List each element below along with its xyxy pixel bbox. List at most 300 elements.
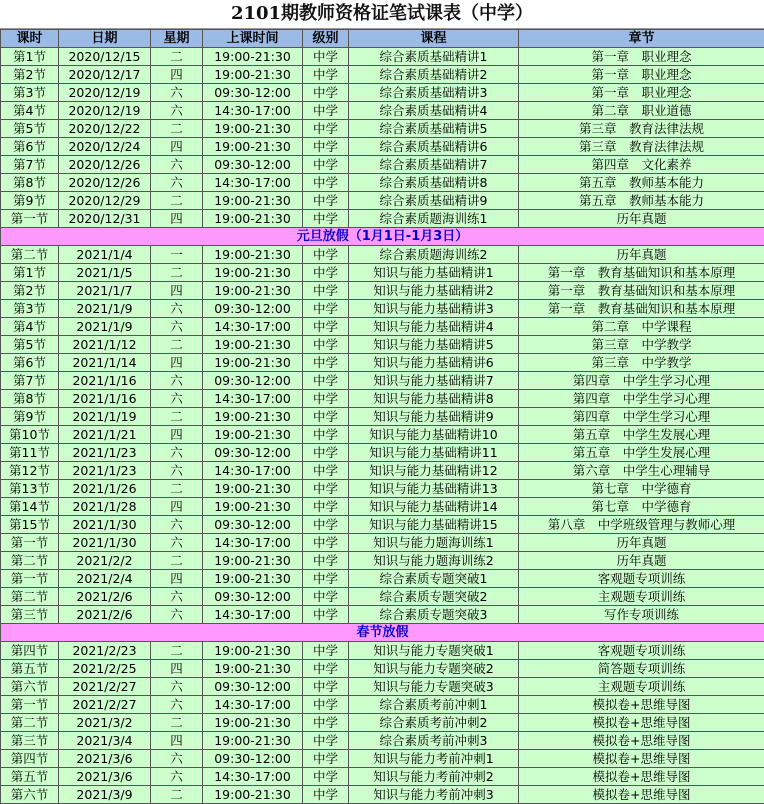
date-cell: 2021/2/2: [59, 552, 151, 570]
lesson-cell: 第7节: [1, 156, 59, 174]
date-cell: 2021/2/6: [59, 588, 151, 606]
level-cell: 中学: [303, 318, 349, 336]
level-cell: 中学: [303, 84, 349, 102]
weekday-cell: 六: [151, 318, 203, 336]
level-cell: 中学: [303, 282, 349, 300]
table-row: [1, 516, 764, 534]
level-cell: 中学: [303, 372, 349, 390]
course-cell: 综合素质考前冲刺1: [349, 696, 519, 714]
course-cell: 知识与能力专题突破1: [349, 642, 519, 660]
weekday-cell: 二: [151, 408, 203, 426]
lesson-cell: 第五节: [1, 660, 59, 678]
lesson-cell: 第六节: [1, 786, 59, 804]
weekday-cell: 六: [151, 444, 203, 462]
date-cell: 2021/1/30: [59, 534, 151, 552]
weekday-cell: 四: [151, 66, 203, 84]
table-row: [1, 156, 764, 174]
weekday-cell: 二: [151, 786, 203, 804]
lesson-cell: 第1节: [1, 48, 59, 66]
lesson-cell: 第6节: [1, 354, 59, 372]
weekday-cell: 四: [151, 138, 203, 156]
weekday-cell: 六: [151, 534, 203, 552]
table-row: [1, 138, 764, 156]
table-row: [1, 282, 764, 300]
date-cell: 2021/1/26: [59, 480, 151, 498]
weekday-cell: 六: [151, 696, 203, 714]
date-cell: 2021/1/12: [59, 336, 151, 354]
date-cell: 2020/12/15: [59, 48, 151, 66]
lesson-cell: 第二节: [1, 552, 59, 570]
level-cell: 中学: [303, 336, 349, 354]
level-cell: 中学: [303, 192, 349, 210]
table-row: [1, 336, 764, 354]
time-cell: 19:00-21:30: [203, 48, 303, 66]
time-cell: 19:00-21:30: [203, 570, 303, 588]
course-cell: 知识与能力基础精讲2: [349, 282, 519, 300]
course-cell: 综合素质题海训练1: [349, 210, 519, 228]
time-cell: 09:30-12:00: [203, 678, 303, 696]
time-cell: 14:30-17:00: [203, 768, 303, 786]
time-cell: 19:00-21:30: [203, 480, 303, 498]
table-row: [1, 102, 764, 120]
lesson-cell: 第8节: [1, 390, 59, 408]
date-cell: 2020/12/31: [59, 210, 151, 228]
weekday-cell: 二: [151, 336, 203, 354]
date-cell: 2021/1/5: [59, 264, 151, 282]
level-cell: 中学: [303, 210, 349, 228]
table-row: [1, 318, 764, 336]
date-cell: 2021/1/9: [59, 318, 151, 336]
weekday-cell: 六: [151, 372, 203, 390]
time-cell: 19:00-21:30: [203, 192, 303, 210]
header-level: 级别: [303, 30, 349, 48]
level-cell: 中学: [303, 552, 349, 570]
chapter-cell: 第二章 中学课程: [519, 318, 764, 336]
chapter-cell: 简答题专项训练: [519, 660, 764, 678]
date-cell: 2021/1/30: [59, 516, 151, 534]
table-row: [1, 750, 764, 768]
course-cell: 知识与能力基础精讲1: [349, 264, 519, 282]
course-cell: 知识与能力题海训练2: [349, 552, 519, 570]
chapter-cell: 模拟卷+思维导图: [519, 750, 764, 768]
time-cell: 19:00-21:30: [203, 138, 303, 156]
course-cell: 知识与能力考前冲刺2: [349, 768, 519, 786]
header-weekday: 星期: [151, 30, 203, 48]
course-cell: 综合素质基础精讲2: [349, 66, 519, 84]
level-cell: 中学: [303, 606, 349, 624]
lesson-cell: 第11节: [1, 444, 59, 462]
chapter-cell: 历年真题: [519, 552, 764, 570]
table-row: [1, 426, 764, 444]
course-cell: 综合素质基础精讲4: [349, 102, 519, 120]
time-cell: 09:30-12:00: [203, 516, 303, 534]
lesson-cell: 第一节: [1, 534, 59, 552]
chapter-cell: 历年真题: [519, 534, 764, 552]
table-row: [1, 84, 764, 102]
time-cell: 14:30-17:00: [203, 606, 303, 624]
course-cell: 知识与能力基础精讲10: [349, 426, 519, 444]
course-cell: 知识与能力基础精讲4: [349, 318, 519, 336]
chapter-cell: 第八章 中学班级管理与教师心理: [519, 516, 764, 534]
schedule-table: [0, 29, 764, 804]
time-cell: 19:00-21:30: [203, 552, 303, 570]
chapter-cell: 第一章 职业理念: [519, 84, 764, 102]
table-row: [1, 732, 764, 750]
lesson-cell: 第五节: [1, 768, 59, 786]
chapter-cell: 第一章 教育基础知识和基本原理: [519, 282, 764, 300]
weekday-cell: 六: [151, 300, 203, 318]
date-cell: 2021/2/23: [59, 642, 151, 660]
time-cell: 09:30-12:00: [203, 84, 303, 102]
course-cell: 知识与能力基础精讲8: [349, 390, 519, 408]
level-cell: 中学: [303, 750, 349, 768]
course-cell: 综合素质基础精讲6: [349, 138, 519, 156]
weekday-cell: 四: [151, 354, 203, 372]
date-cell: 2021/2/27: [59, 678, 151, 696]
level-cell: 中学: [303, 102, 349, 120]
chapter-cell: 客观题专项训练: [519, 570, 764, 588]
chapter-cell: 第四章 中学生学习心理: [519, 390, 764, 408]
time-cell: 19:00-21:30: [203, 408, 303, 426]
weekday-cell: 六: [151, 102, 203, 120]
weekday-cell: 四: [151, 660, 203, 678]
time-cell: 09:30-12:00: [203, 300, 303, 318]
table-row: [1, 786, 764, 804]
table-row: [1, 444, 764, 462]
course-cell: 知识与能力基础精讲6: [349, 354, 519, 372]
level-cell: 中学: [303, 120, 349, 138]
chapter-cell: 第一章 教育基础知识和基本原理: [519, 300, 764, 318]
weekday-cell: 四: [151, 426, 203, 444]
course-cell: 知识与能力考前冲刺1: [349, 750, 519, 768]
course-cell: 综合素质基础精讲8: [349, 174, 519, 192]
level-cell: 中学: [303, 516, 349, 534]
level-cell: 中学: [303, 786, 349, 804]
lesson-cell: 第二节: [1, 714, 59, 732]
weekday-cell: 六: [151, 588, 203, 606]
chapter-cell: 模拟卷+思维导图: [519, 732, 764, 750]
lesson-cell: 第二节: [1, 246, 59, 264]
chapter-cell: 第五章 中学生发展心理: [519, 426, 764, 444]
date-cell: 2020/12/19: [59, 102, 151, 120]
time-cell: 19:00-21:30: [203, 660, 303, 678]
course-cell: 知识与能力基础精讲15: [349, 516, 519, 534]
lesson-cell: 第4节: [1, 102, 59, 120]
time-cell: 19:00-21:30: [203, 354, 303, 372]
lesson-cell: 第四节: [1, 642, 59, 660]
weekday-cell: 六: [151, 462, 203, 480]
date-cell: 2021/2/4: [59, 570, 151, 588]
weekday-cell: 六: [151, 156, 203, 174]
level-cell: 中学: [303, 246, 349, 264]
time-cell: 19:00-21:30: [203, 732, 303, 750]
chapter-cell: 第五章 中学生发展心理: [519, 444, 764, 462]
table-row: [1, 120, 764, 138]
lesson-cell: 第3节: [1, 84, 59, 102]
chapter-cell: 历年真题: [519, 210, 764, 228]
weekday-cell: 二: [151, 264, 203, 282]
lesson-cell: 第6节: [1, 138, 59, 156]
weekday-cell: 六: [151, 516, 203, 534]
chapter-cell: 模拟卷+思维导图: [519, 714, 764, 732]
table-row: [1, 678, 764, 696]
level-cell: 中学: [303, 300, 349, 318]
table-row: [1, 174, 764, 192]
level-cell: 中学: [303, 390, 349, 408]
level-cell: 中学: [303, 66, 349, 84]
header-row: [1, 30, 764, 48]
lesson-cell: 第9节: [1, 408, 59, 426]
course-cell: 知识与能力基础精讲12: [349, 462, 519, 480]
date-cell: 2021/1/23: [59, 444, 151, 462]
lesson-cell: 第一节: [1, 570, 59, 588]
table-row: [1, 660, 764, 678]
date-cell: 2021/3/4: [59, 732, 151, 750]
level-cell: 中学: [303, 498, 349, 516]
course-cell: 综合素质专题突破2: [349, 588, 519, 606]
chapter-cell: 模拟卷+思维导图: [519, 696, 764, 714]
level-cell: 中学: [303, 714, 349, 732]
course-cell: 知识与能力专题突破2: [349, 660, 519, 678]
chapter-cell: 第六章 中学生心理辅导: [519, 462, 764, 480]
date-cell: 2021/3/6: [59, 768, 151, 786]
lesson-cell: 第14节: [1, 498, 59, 516]
level-cell: 中学: [303, 642, 349, 660]
header-lesson: 课时: [1, 30, 59, 48]
table-row: [1, 696, 764, 714]
lesson-cell: 第13节: [1, 480, 59, 498]
level-cell: 中学: [303, 156, 349, 174]
chapter-cell: 主观题专项训练: [519, 678, 764, 696]
time-cell: 14:30-17:00: [203, 534, 303, 552]
level-cell: 中学: [303, 534, 349, 552]
date-cell: 2020/12/22: [59, 120, 151, 138]
table-row: [1, 300, 764, 318]
weekday-cell: 一: [151, 246, 203, 264]
chapter-cell: 主观题专项训练: [519, 588, 764, 606]
course-cell: 综合素质基础精讲3: [349, 84, 519, 102]
date-cell: 2021/1/28: [59, 498, 151, 516]
header-chapter: 章节: [519, 30, 764, 48]
table-row: [1, 246, 764, 264]
table-row: [1, 570, 764, 588]
lesson-cell: 第一节: [1, 696, 59, 714]
header-time: 上课时间: [203, 30, 303, 48]
level-cell: 中学: [303, 174, 349, 192]
date-cell: 2021/1/4: [59, 246, 151, 264]
time-cell: 19:00-21:30: [203, 264, 303, 282]
level-cell: 中学: [303, 264, 349, 282]
date-cell: 2021/2/6: [59, 606, 151, 624]
table-row: [1, 642, 764, 660]
table-row: [1, 372, 764, 390]
chapter-cell: 第一章 职业理念: [519, 48, 764, 66]
time-cell: 19:00-21:30: [203, 210, 303, 228]
level-cell: 中学: [303, 480, 349, 498]
time-cell: 19:00-21:30: [203, 786, 303, 804]
chapter-cell: 第五章 教师基本能力: [519, 192, 764, 210]
lesson-cell: 第7节: [1, 372, 59, 390]
level-cell: 中学: [303, 462, 349, 480]
time-cell: 19:00-21:30: [203, 498, 303, 516]
weekday-cell: 四: [151, 732, 203, 750]
weekday-cell: 六: [151, 678, 203, 696]
level-cell: 中学: [303, 426, 349, 444]
table-row: [1, 552, 764, 570]
course-cell: 知识与能力题海训练1: [349, 534, 519, 552]
lesson-cell: 第5节: [1, 336, 59, 354]
date-cell: 2020/12/17: [59, 66, 151, 84]
weekday-cell: 四: [151, 498, 203, 516]
table-row: [1, 354, 764, 372]
lesson-cell: 第10节: [1, 426, 59, 444]
course-cell: 综合素质考前冲刺3: [349, 732, 519, 750]
course-cell: 知识与能力基础精讲9: [349, 408, 519, 426]
date-cell: 2020/12/29: [59, 192, 151, 210]
header-date: 日期: [59, 30, 151, 48]
course-cell: 综合素质专题突破3: [349, 606, 519, 624]
time-cell: 09:30-12:00: [203, 444, 303, 462]
date-cell: 2021/1/21: [59, 426, 151, 444]
chapter-cell: 第四章 中学生学习心理: [519, 408, 764, 426]
chapter-cell: 第三章 中学教学: [519, 336, 764, 354]
level-cell: 中学: [303, 138, 349, 156]
weekday-cell: 二: [151, 480, 203, 498]
holiday-separator-row: [1, 624, 764, 642]
lesson-cell: 第一节: [1, 210, 59, 228]
chapter-cell: 写作专项训练: [519, 606, 764, 624]
weekday-cell: 六: [151, 390, 203, 408]
course-cell: 知识与能力基础精讲11: [349, 444, 519, 462]
chapter-cell: 历年真题: [519, 246, 764, 264]
date-cell: 2021/1/19: [59, 408, 151, 426]
level-cell: 中学: [303, 570, 349, 588]
lesson-cell: 第三节: [1, 606, 59, 624]
table-row: [1, 480, 764, 498]
weekday-cell: 四: [151, 210, 203, 228]
lesson-cell: 第15节: [1, 516, 59, 534]
chapter-cell: 第四章 文化素养: [519, 156, 764, 174]
holiday-label: 元旦放假（1月1日-1月3日）: [1, 228, 764, 246]
weekday-cell: 二: [151, 714, 203, 732]
table-row: [1, 210, 764, 228]
level-cell: 中学: [303, 354, 349, 372]
date-cell: 2020/12/19: [59, 84, 151, 102]
course-cell: 综合素质基础精讲5: [349, 120, 519, 138]
course-cell: 知识与能力基础精讲7: [349, 372, 519, 390]
course-cell: 综合素质基础精讲7: [349, 156, 519, 174]
course-cell: 综合素质基础精讲1: [349, 48, 519, 66]
course-cell: 知识与能力专题突破3: [349, 678, 519, 696]
chapter-cell: 第七章 中学德育: [519, 480, 764, 498]
time-cell: 19:00-21:30: [203, 66, 303, 84]
chapter-cell: 模拟卷+思维导图: [519, 786, 764, 804]
level-cell: 中学: [303, 696, 349, 714]
date-cell: 2021/3/6: [59, 750, 151, 768]
weekday-cell: 六: [151, 768, 203, 786]
time-cell: 14:30-17:00: [203, 174, 303, 192]
lesson-cell: 第12节: [1, 462, 59, 480]
lesson-cell: 第1节: [1, 264, 59, 282]
time-cell: 19:00-21:30: [203, 714, 303, 732]
lesson-cell: 第3节: [1, 300, 59, 318]
course-cell: 知识与能力基础精讲5: [349, 336, 519, 354]
weekday-cell: 二: [151, 48, 203, 66]
level-cell: 中学: [303, 444, 349, 462]
course-cell: 知识与能力考前冲刺3: [349, 786, 519, 804]
level-cell: 中学: [303, 678, 349, 696]
lesson-cell: 第2节: [1, 66, 59, 84]
chapter-cell: 第七章 中学德育: [519, 498, 764, 516]
course-cell: 知识与能力基础精讲13: [349, 480, 519, 498]
date-cell: 2020/12/24: [59, 138, 151, 156]
date-cell: 2021/1/16: [59, 390, 151, 408]
level-cell: 中学: [303, 660, 349, 678]
weekday-cell: 四: [151, 570, 203, 588]
chapter-cell: 客观题专项训练: [519, 642, 764, 660]
date-cell: 2021/3/2: [59, 714, 151, 732]
table-row: [1, 192, 764, 210]
date-cell: 2021/2/25: [59, 660, 151, 678]
chapter-cell: 第二章 职业道德: [519, 102, 764, 120]
time-cell: 14:30-17:00: [203, 696, 303, 714]
lesson-cell: 第三节: [1, 732, 59, 750]
lesson-cell: 第9节: [1, 192, 59, 210]
table-row: [1, 462, 764, 480]
date-cell: 2021/1/9: [59, 300, 151, 318]
table-row: [1, 48, 764, 66]
time-cell: 14:30-17:00: [203, 462, 303, 480]
weekday-cell: 二: [151, 642, 203, 660]
chapter-cell: 第一章 职业理念: [519, 66, 764, 84]
course-cell: 综合素质基础精讲9: [349, 192, 519, 210]
time-cell: 14:30-17:00: [203, 318, 303, 336]
lesson-cell: 第2节: [1, 282, 59, 300]
date-cell: 2021/1/16: [59, 372, 151, 390]
sheet-title: 2101期教师资格证笔试课表（中学）: [0, 0, 764, 29]
table-row: [1, 714, 764, 732]
weekday-cell: 四: [151, 282, 203, 300]
time-cell: 19:00-21:30: [203, 336, 303, 354]
course-cell: 综合素质专题突破1: [349, 570, 519, 588]
table-row: [1, 588, 764, 606]
time-cell: 19:00-21:30: [203, 120, 303, 138]
weekday-cell: 二: [151, 120, 203, 138]
table-row: [1, 768, 764, 786]
date-cell: 2021/2/27: [59, 696, 151, 714]
time-cell: 09:30-12:00: [203, 588, 303, 606]
table-row: [1, 390, 764, 408]
date-cell: 2021/1/23: [59, 462, 151, 480]
time-cell: 14:30-17:00: [203, 102, 303, 120]
chapter-cell: 第三章 中学教学: [519, 354, 764, 372]
table-row: [1, 66, 764, 84]
weekday-cell: 六: [151, 174, 203, 192]
date-cell: 2021/1/14: [59, 354, 151, 372]
course-cell: 综合素质考前冲刺2: [349, 714, 519, 732]
weekday-cell: 六: [151, 84, 203, 102]
course-cell: 知识与能力基础精讲14: [349, 498, 519, 516]
chapter-cell: 第一章 教育基础知识和基本原理: [519, 264, 764, 282]
table-row: [1, 264, 764, 282]
course-cell: 综合素质题海训练2: [349, 246, 519, 264]
chapter-cell: 第五章 教师基本能力: [519, 174, 764, 192]
date-cell: 2020/12/26: [59, 156, 151, 174]
lesson-cell: 第5节: [1, 120, 59, 138]
time-cell: 09:30-12:00: [203, 156, 303, 174]
level-cell: 中学: [303, 732, 349, 750]
level-cell: 中学: [303, 768, 349, 786]
